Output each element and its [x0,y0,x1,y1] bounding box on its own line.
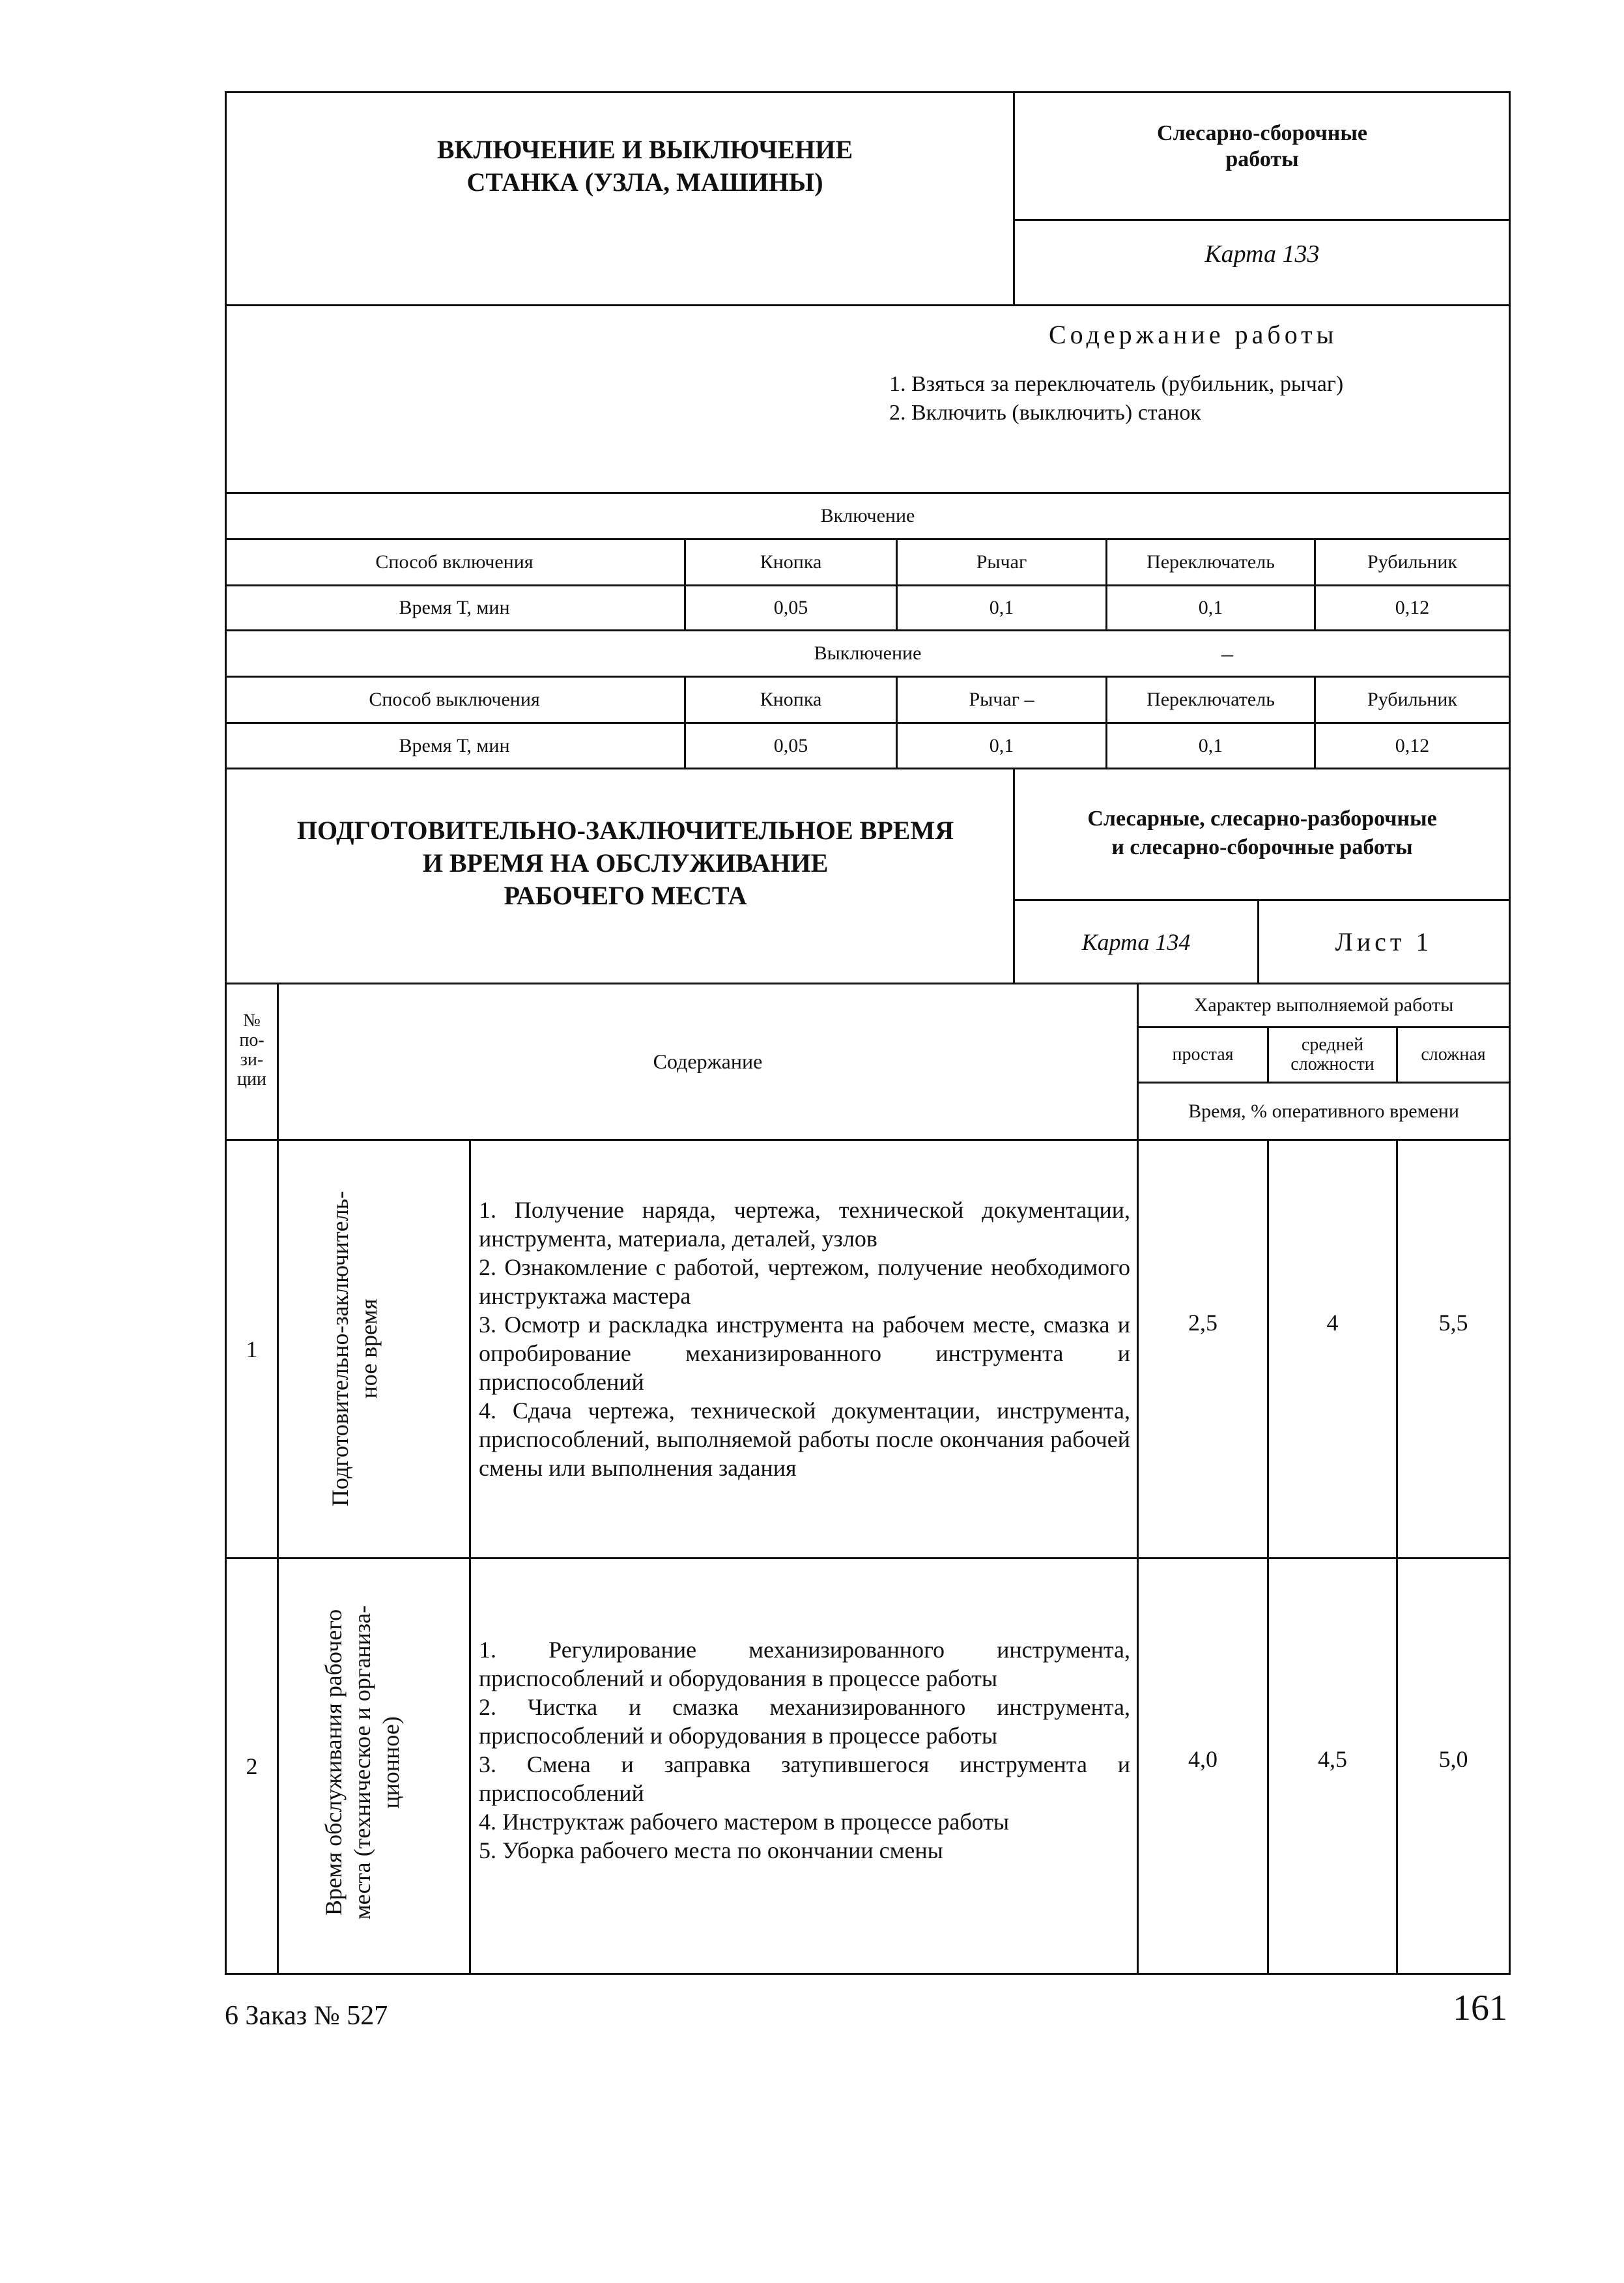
on-method: Рубильник [1367,551,1457,573]
row-2-content [479,1635,1130,1865]
content-header: Содержание [653,1050,763,1073]
list-item: 3. Смена и заправка затупившегося инструмента и приспособлений [479,1751,1130,1806]
off-time: 0,1 [1198,734,1223,756]
card-133-title: ВКЛЮЧЕНИЕ И ВЫКЛЮЧЕНИЕ СТАНКА (УЗЛА, МАШИНЫ) [436,135,853,197]
card-134-label: Карта 134 [1081,928,1191,955]
row-2-category: Время обслуживания рабочего места (техническое и организа- ционное) [321,1605,404,1920]
off-section-dash: – [1221,640,1233,667]
list-item: 1. Получение наряда, чертежа, технической документации, инструмента, материала, деталей, узлов [479,1197,1130,1252]
complex-header: сложная [1421,1044,1486,1065]
on-method: Рычаг [976,551,1027,573]
on-time: 0,1 [989,597,1014,618]
on-method-label: Способ включения [375,551,534,573]
on-method: Переключатель [1147,551,1275,573]
on-method: Кнопка [760,551,822,573]
off-time: 0,1 [989,734,1014,756]
row-1-simple: 2,5 [1188,1310,1218,1336]
footer-order: 6 Заказ № 527 [225,2001,388,2031]
on-section-title: Включение [820,505,915,526]
row-2-simple: 4,0 [1188,1746,1218,1772]
card-134-sheet: Лист 1 [1335,927,1433,956]
row-1-content [479,1196,1130,1482]
card-133-content-list [889,370,1343,427]
off-method-label: Способ выключения [369,689,540,710]
list-item: 3. Осмотр и раскладка инструмента на рабочем месте, смазка и опробирование механизированного инструмента и приспособлений [479,1312,1130,1395]
list-item: 2. Ознакомление с работой, чертежом, получение необходимого инструктажа мастера [479,1254,1130,1309]
row-1-medium: 4 [1326,1310,1339,1336]
list-item: 4. Сдача чертежа, технической документации, инструмента, приспособлений, выполняемой работы после окончания рабочей смены или выполнения задания [479,1398,1130,1481]
row-2-medium: 4,5 [1318,1746,1347,1772]
row-2-complex: 5,0 [1438,1746,1468,1772]
list-item: 1. Регулирование механизированного инструмента, приспособлений и оборудования в процессе работы [479,1637,1130,1691]
card-133-work-type: Слесарно-сборочные работы [1157,121,1367,171]
position-header: № по- зи- ции [237,1011,266,1089]
card-134-title: ПОДГОТОВИТЕЛЬНО-ЗАКЛЮЧИТЕЛЬНОЕ ВРЕМЯ И ВРЕМЯ НА ОБСЛУЖИВАНИЕ РАБОЧЕГО МЕСТА [296,816,954,910]
card-133-content-heading: Содержание работы [1049,320,1338,349]
card-134-work-type: Слесарные, слесарно-разборочные и слесарно-сборочные работы [1087,807,1437,859]
off-method: Рычаг – [969,689,1034,710]
row-1-category: Подготовительно-заключитель- ное время [327,1190,382,1507]
simple-header: простая [1172,1044,1234,1065]
on-time: 0,12 [1395,597,1430,618]
off-time-label: Время Т, мин [399,734,510,756]
off-section-title: Выключение [814,642,922,664]
off-method: Переключатель [1147,689,1275,710]
card-133-label: Карта 133 [1204,240,1320,268]
content-item: 2. Включить (выключить) станок [889,401,1201,425]
list-item: 4. Инструктаж рабочего мастером в процессе работы [479,1809,1010,1835]
list-item: 2. Чистка и смазка механизированного инструмента, приспособлений и оборудования в процессе работы [479,1694,1130,1749]
off-time: 0,12 [1395,734,1430,756]
on-time: 0,1 [1198,597,1223,618]
off-method: Рубильник [1367,689,1457,710]
on-time-label: Время Т, мин [399,597,510,618]
content-item: 1. Взяться за переключатель (рубильник, рычаг) [889,372,1344,396]
row-1-position: 1 [246,1336,258,1362]
off-method: Кнопка [760,689,822,710]
list-item: 5. Уборка рабочего места по окончании смены [479,1837,943,1863]
time-unit-header: Время, % оперативного времени [1188,1100,1459,1122]
medium-header: средней сложности [1290,1035,1375,1074]
row-1-complex: 5,5 [1438,1310,1468,1336]
on-time: 0,05 [773,597,808,618]
row-2-position: 2 [246,1753,258,1779]
page-number: 161 [1453,1988,1507,2028]
character-header: Характер выполняемой работы [1193,994,1454,1016]
off-time: 0,05 [773,734,808,756]
